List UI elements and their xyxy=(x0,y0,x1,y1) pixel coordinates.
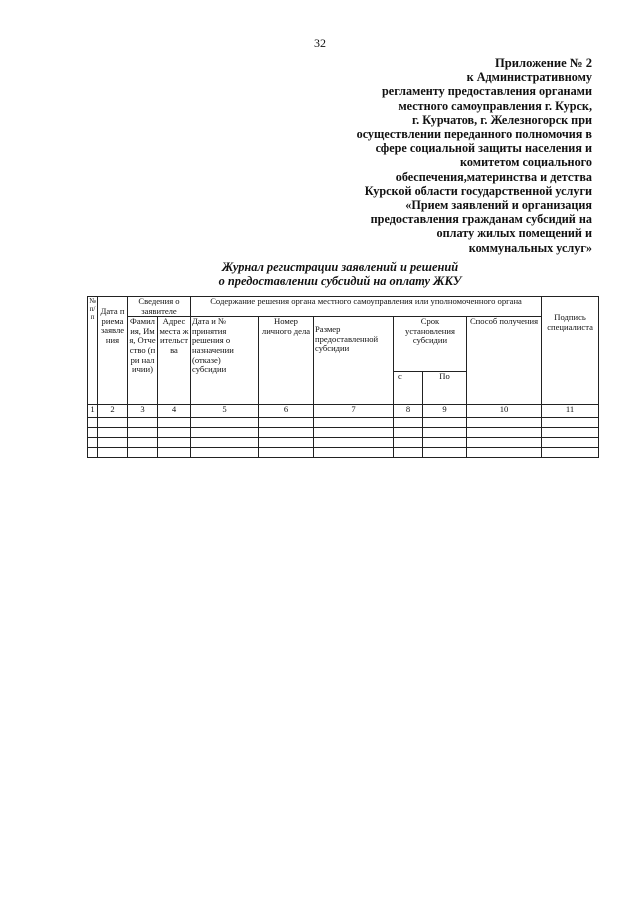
appendix-line: коммунальных услуг» xyxy=(468,240,592,255)
journal-title-line: о предоставлении субсидий на оплату ЖКУ xyxy=(218,274,462,288)
header-full-name: Фамилия, Имя, Отчество (при наличии) xyxy=(128,317,158,405)
appendix-line: осуществлении переданного полномочия в xyxy=(356,127,592,142)
page-number: 32 xyxy=(314,36,326,50)
header-receipt-method: Способ получения xyxy=(467,317,542,405)
column-number: 6 xyxy=(259,405,314,418)
appendix-line: предоставления гражданам субсидий на xyxy=(370,212,592,227)
header-subsidy-amount: Размер предоставленной субсидии xyxy=(314,317,394,405)
table-header-row xyxy=(88,297,599,317)
header-personal-file-number: Номер личного дела xyxy=(259,317,314,405)
column-number: 2 xyxy=(98,405,128,418)
header-decision-date-number: Дата и № принятия решения о назначении (отказе) субсидии xyxy=(191,317,259,405)
column-number: 3 xyxy=(128,405,158,418)
appendix-line: комитетом социального xyxy=(460,155,592,170)
journal-title-line: Журнал регистрации заявлений и решений xyxy=(221,260,459,274)
header-specialist-signature: Подпись специалиста xyxy=(542,297,599,405)
appendix-line: обеспечения,материнства и детства xyxy=(395,169,592,184)
header-period-from: с xyxy=(394,372,423,405)
appendix-line: регламенту предоставления органами xyxy=(382,84,592,99)
column-number: 5 xyxy=(191,405,259,418)
table-row xyxy=(88,428,599,438)
column-number: 9 xyxy=(423,405,467,418)
appendix-line: местного самоуправления г. Курск, xyxy=(398,98,592,113)
column-number: 8 xyxy=(394,405,423,418)
appendix-line: к Административному xyxy=(466,70,592,85)
header-period-to: По xyxy=(423,372,467,405)
table-row xyxy=(88,438,599,448)
column-number: 1 xyxy=(88,405,98,418)
appendix-line: оплату жилых помещений и xyxy=(436,226,592,241)
header-decision-content: Содержание решения органа местного самоуправления или уполномоченного органа xyxy=(191,297,542,317)
header-applicant-info: Сведения о заявителе xyxy=(128,297,191,317)
appendix-line: сфере социальной защиты населения и xyxy=(375,141,592,156)
journal-title xyxy=(0,260,640,288)
header-application-date: Дата приема заявления xyxy=(98,297,128,405)
table-row xyxy=(88,448,599,458)
header-subsidy-period: Срок установления субсидии xyxy=(394,317,467,372)
table-row xyxy=(88,418,599,428)
column-number: 7 xyxy=(314,405,394,418)
journal-table xyxy=(87,296,599,458)
appendix-line: «Прием заявлений и организация xyxy=(405,198,592,213)
appendix-header xyxy=(292,56,592,255)
column-number-row xyxy=(88,405,599,418)
header-number: № п/п xyxy=(88,297,98,405)
column-number: 11 xyxy=(542,405,599,418)
column-number: 10 xyxy=(467,405,542,418)
header-residence-address: Адрес места жительства xyxy=(158,317,191,405)
table-header-row xyxy=(88,317,599,372)
appendix-line: Курской области государственной услуги xyxy=(364,183,592,198)
appendix-line: Приложение № 2 xyxy=(494,56,592,70)
appendix-line: г. Курчатов, г. Железногорск при xyxy=(411,112,592,127)
column-number: 4 xyxy=(158,405,191,418)
